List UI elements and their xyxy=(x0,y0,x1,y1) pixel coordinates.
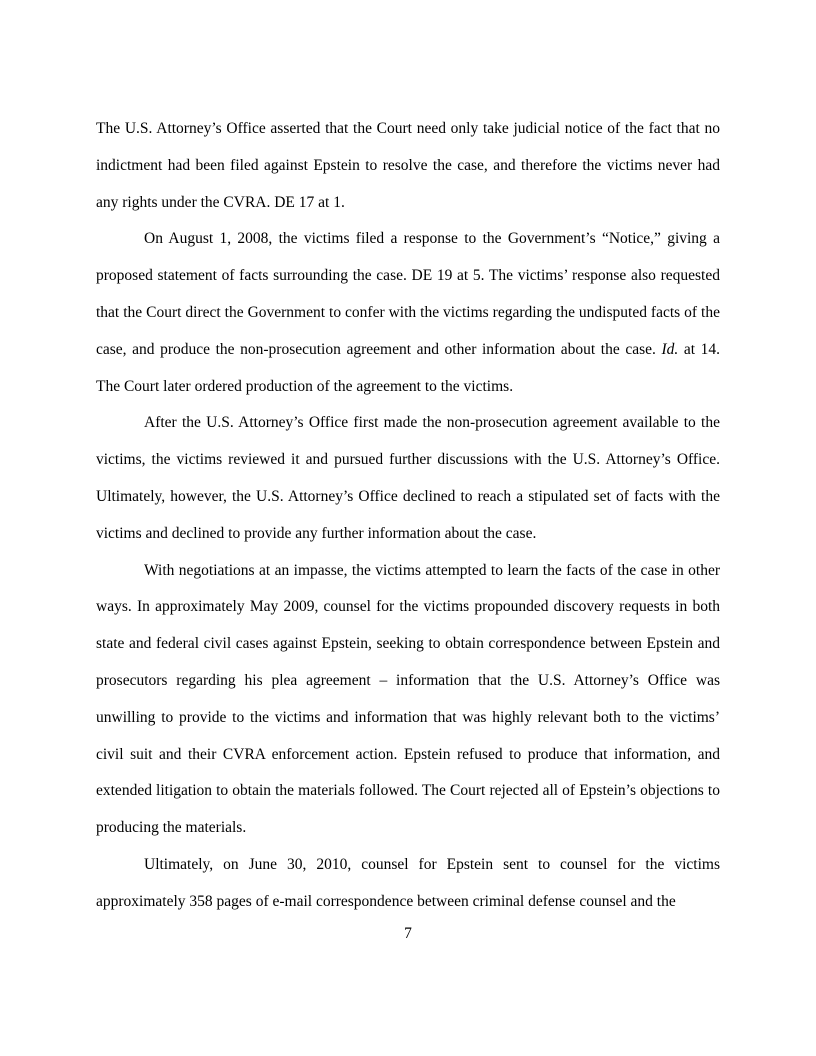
paragraph-august-response xyxy=(96,221,720,405)
paragraph-discovery-requests xyxy=(96,553,720,847)
page-number: 7 xyxy=(404,925,412,942)
paragraph-5-text: Ultimately, on June 30, 2010, counsel for Epstein sent to counsel for the victims approximately 358 pages of e-mail correspondence between criminal defense counsel and the xyxy=(96,855,720,910)
body-text xyxy=(96,111,720,921)
citation-id-italic: Id. xyxy=(661,340,679,358)
paragraph-email-correspondence xyxy=(96,847,720,921)
paragraph-3-text: After the U.S. Attorney’s Office first made the non-prosecution agreement available to the victims, the victims reviewed it and pursued further discussions with the U.S. Attorney’s Office. Ultimately, however, the U.S. Attorney’s Office declined to reach a stipulated set of facts with the victims and declined to provide any further information about the case. xyxy=(96,414,720,542)
paragraph-4-text: With negotiations at an impasse, the victims attempted to learn the facts of the case in other ways. In approximately May 2009, counsel for the victims propounded discovery requests in both state and federal civil cases against Epstein, seeking to obtain correspondence between Epstein and prosecutors regarding his plea agreement – information that the U.S. Attorney’s Office was unwilling to provide to the victims and information that was highly relevant both to the victims’ civil suit and their CVRA enforcement action. Epstein refused to produce that information, and extended litigation to obtain the materials followed. The Court rejected all of Epstein’s objections to producing the materials. xyxy=(96,561,720,837)
paragraph-1-text: The U.S. Attorney’s Office asserted that the Court need only take judicial notice of the fact that no indictment had been filed against Epstein to resolve the case, and therefore the victims never had any rights under the CVRA. DE 17 at 1. xyxy=(96,120,720,211)
paragraph-2-text-b: at 14. The Court later ordered production of the agreement to the victims. xyxy=(96,340,720,395)
paragraph-agreement-review xyxy=(96,405,720,552)
paragraph-continuation xyxy=(96,111,720,221)
paragraph-2-text-a: On August 1, 2008, the victims filed a response to the Government’s “Notice,” giving a proposed statement of facts surrounding the case. DE 19 at 5. The victims’ response also requested that the Court direct the Government to confer with the victims regarding the undisputed facts of the case, and produce the non-prosecution agreement and other information about the case. xyxy=(96,230,720,358)
